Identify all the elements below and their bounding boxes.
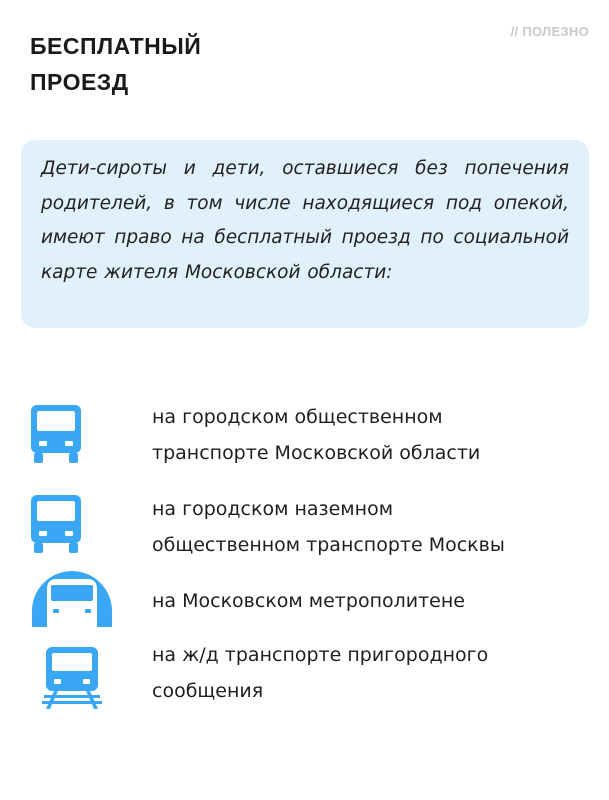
- metro-icon: [30, 569, 114, 627]
- title-line-2: ПРОЕЗД: [30, 69, 129, 95]
- bus-icon: [30, 495, 82, 553]
- info-card: [21, 140, 589, 328]
- list-item-line-1: на городском наземном: [152, 498, 394, 520]
- bus-icon: [30, 405, 82, 463]
- list-item-line-1: на городском общественном: [152, 406, 443, 428]
- train-icon: [40, 647, 104, 709]
- list-item-line-2: транспорте Московской области: [152, 442, 481, 464]
- page-title: [30, 28, 201, 100]
- list-item-line-1: на ж/д транспорте пригородного: [152, 644, 489, 666]
- info-card-text: Дети-сироты и дети, оставшиеся без попечения родителей, в том числе находящиеся под опекой, имеют право на бесплатный проезд по социальной карте жителя Московской области:: [41, 158, 569, 283]
- list-item-line-2: сообщения: [152, 680, 264, 702]
- category-tag: // ПОЛЕЗНО: [510, 24, 589, 39]
- list-item-line-2: общественном транспорте Москвы: [152, 534, 505, 556]
- title-line-1: БЕСПЛАТНЫЙ: [30, 33, 202, 59]
- list-item-line-1: на Московском метрополитене: [152, 590, 465, 612]
